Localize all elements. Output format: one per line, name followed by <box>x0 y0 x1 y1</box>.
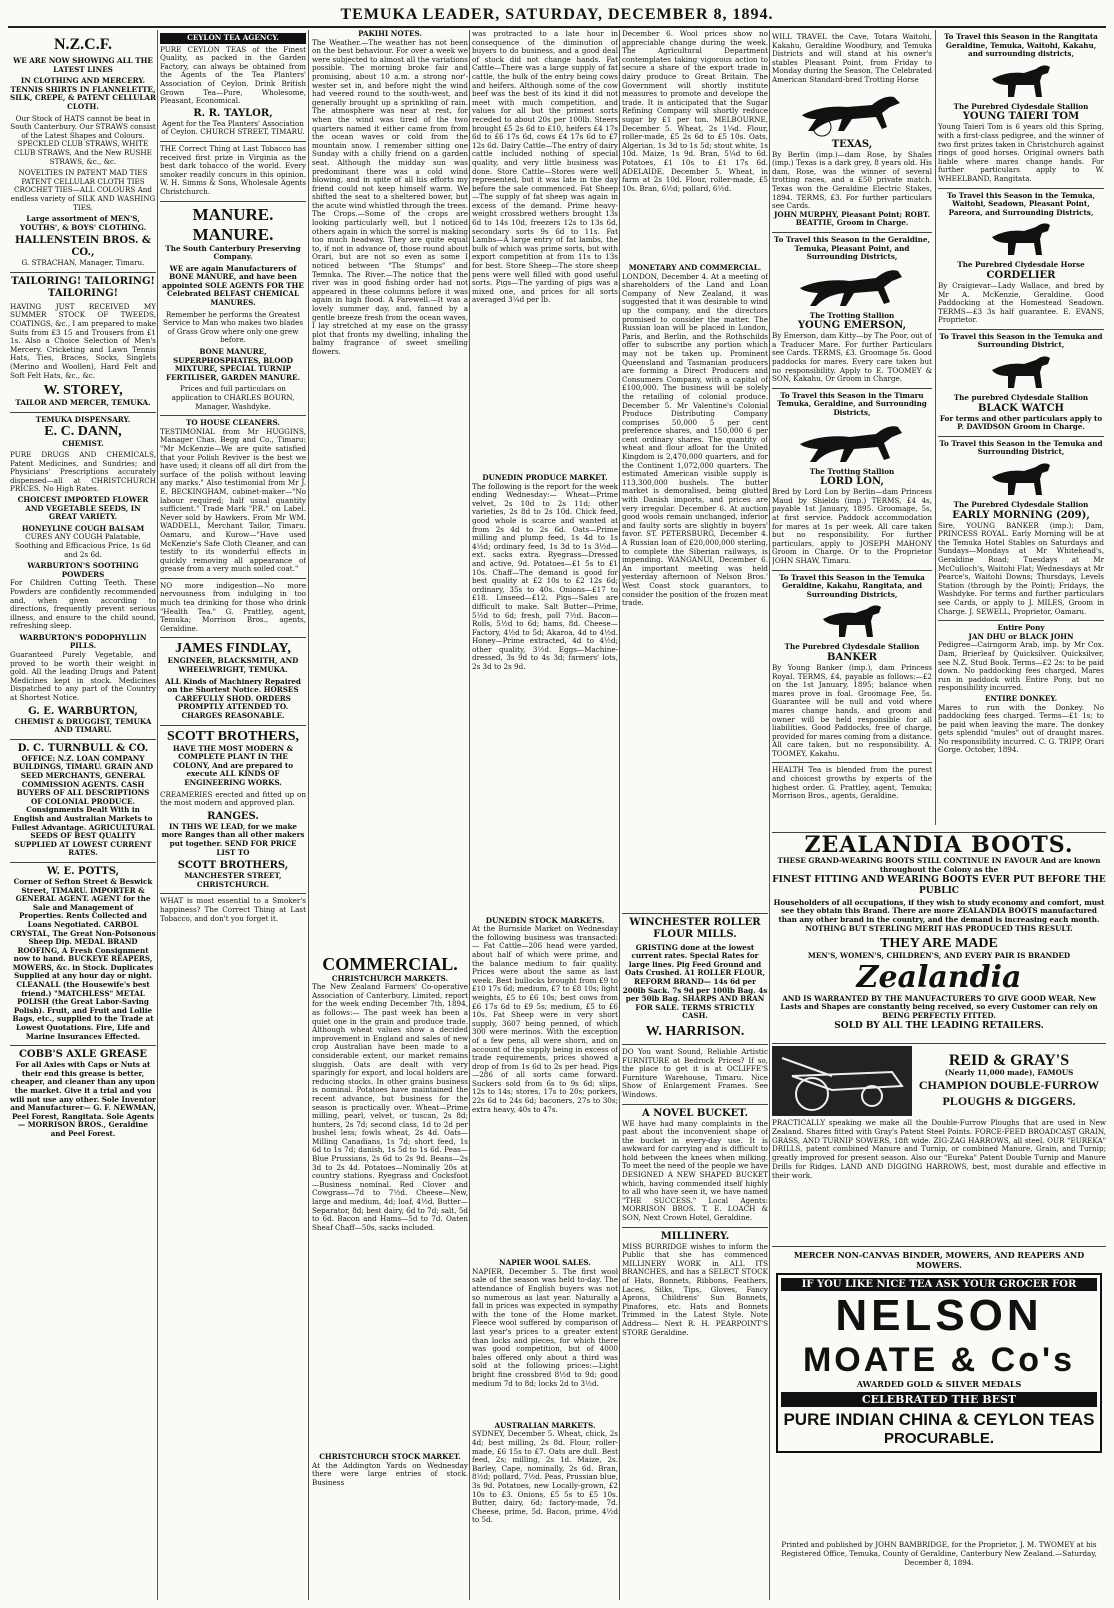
emerson-advert <box>772 233 932 389</box>
potts-name: W. E. POTTS, <box>46 865 120 877</box>
manure-body: WE are again Manufacturers of BONE MANURE, and have been appointed SOLE AGENTS FOR THE Celebrated BELFAST CHEMICAL MANURES. <box>162 263 304 308</box>
potts-advert <box>10 863 156 1046</box>
manure-advert <box>160 202 306 417</box>
manure-company: The South Canterbury Preserving Company. <box>165 243 301 262</box>
nzcf-title: N.Z.C.F. <box>53 36 113 53</box>
zealandia-advert <box>772 832 1106 1044</box>
banker-heading: To Travel this Season in the Temuka Geraldine, Kakahu, Rangitata, and Surrounding Districts, <box>779 572 925 599</box>
hallenstein-name: HALLENSTEIN BROS. & CO., <box>15 235 151 259</box>
tailoring-body: HAVING JUST RECEIVED MY SUMMER STOCK OF TWEEDS, COATINGS, &c., I am prepared to make Suits from £3 15 and Trousers from £1 1s. Also a Choice Selection of Men's Mercery. Cricketing and Lawn Tennis Hats, Ties, Braces, Socks, Singlets (Merino and Woollen), Hard Felt and Soft Felt Hats, &c., &c. <box>10 301 156 380</box>
column-divider <box>935 30 936 825</box>
early-morning-body: Sire, YOUNG BANKER (imp.); Dam, PRINCESS ROYAL. Early Morning will be at the Temuka Hotel Stables on Saturdays and Sundays—Mondays at Mr Whitehead's, Geraldine Road; Tuesdays at Mr McCulloch's, Waitohi Flat; Wednesdays at Mr Pearce's, Waitohi Downs; Thursdays, Levels Station (through by the Point); Fridays, the Washdyke. For terms and further particulars see Cards, or apply to J. MILES, Groom in Charge. J. SEWELL, Proprietor, Oamaru. <box>938 520 1104 616</box>
wool-report-body: December 6. Wool prices show no appreciable change during the week. The Agricultural Department contemplates taking vigorous action to secure a share of the export trade in dairy produce to Great Britain. The Government will shortly institute measures to promote and develope the trade. It is anticipated that the Sugar Refining Company will shortly reduce sugar by £1 per ton. MELBOURNE, December 5. Wheat, 2s 1¼d. Flour, roller-made, £5 2s 6d to £5 10s. Oats, Algerian, 1s 3d to 1s 5d; stout white, 1s 10d. Maize, 1s 9d. Bran, 5¼d to 6d. Potatoes, £1 10s to £1 17s 6d. ADELAIDE, December 5. Wheat, in farm at 2s 10d. Flour, roller-made, £5 10s. Bran, 6½d; pollard, 6½d. <box>622 30 768 193</box>
dunedin-produce-body: The following is the report for the week ending Wednesday:— Wheat—Prime velvet, 2s 10d to 2s 11d; other varieties, 2s 8d to 2s 10d. Chick feed, good whole is scarce and wanted at from 2s 4d to 2s 6d. Oats—Prime milling and plump feed, 1s 4d to 1s 4½d; ordinary feed, 1s 3d to 1s 3½d—ext. sacks extra. Ryegrass—Dressed and active, 9d. Potatoes—£1 5s to £1 10s. Chaff—The demand is good for best quality at £2 10s to £2 12s 6d; ordinary, 35s to 40s. Onions—£17 to £18. Linseed—£12. Pigs—Sales are difficult to make. Salt Butter—Prime, 5½d to 6d; fresh, poll 7½d. Bacon—Rolls, 5½d to 6d; hams, 8d. Cheese—Factory, 4½d to 5d; Akaroa, 4d to 4½d. Honey—Prime extracted, 4d to 4½d; other quality, 3½d. Eggs—Machine-dressed, 3s 9d to 4s 3d; farmers' lots, 2s 3d to 2s 9d. <box>472 482 618 672</box>
lordlon-body: Bred by Lord Lon by Berlin—dam Princess Maud by Shields (imp.) TERMS, £4 4s, payable 1st January, 1895. Groomage, 5s, at first service. Paddock accommodation for mares at 1s per week. All care taken but no responsibility. For further particulars, apply to JOSEPH MAHONY Groom in Charge. Or to the Proprietor JOHN SHAW, Timaru. <box>772 487 932 565</box>
column-2 <box>160 30 306 1600</box>
black-watch-title: The purebred Clydesdale Stallion <box>953 393 1089 403</box>
millinery-title: MILLINERY. <box>660 1230 730 1242</box>
dispensary-title: TEMUKA DISPENSARY. <box>35 414 131 424</box>
manure-note: Remember he performs the Greatest Service to Man who makes two blades of Grass Grow where only one grew before. <box>162 309 304 345</box>
reid-champion: CHAMPION DOUBLE-FURROW PLOUGHS & DIGGERS. <box>918 1078 1100 1109</box>
banker-name: BANKER <box>827 651 877 663</box>
emerson-name: YOUNG EMERSON, <box>797 320 907 332</box>
dann-seeds: CHOICEST IMPORTED FLOWER AND VEGETABLE SEEDS, IN GREAT VARIETY. <box>17 494 149 522</box>
black-watch-name: BLACK WATCH <box>977 402 1065 414</box>
nzcf-hats: Our Stock of HATS cannot be beat in South Canterbury. Our STRAWS consist of the Latest Shapes and Colours. SPECKLED CLUB STRAWS, WHITE CLUB STRAWS, And the New RUSHE STRAWS, &c., &c. <box>10 113 156 166</box>
texas-body: WILL TRAVEL the Cave, Totara Waitohi, Kakahu, Geraldine Woodbury, and Temuka Districts and will stand at his owner's stables Pleasant Point, from Friday to Monday during the Season, The Celebrated American Standard-bred Trotting Horse <box>772 32 932 84</box>
ceylon-body: PURE CEYLON TEAS of the Finest Quality, as packed in the Garden Factory, can always be obtained from the Agents of the Tea Planters' Association of Ceylon. Drink British Grown Tea—Pure, Wholesome, Pleasant, Economical. <box>160 44 306 106</box>
column-divider <box>469 30 470 1600</box>
zealandia-script-logo: Zealandia <box>856 959 1022 995</box>
cobb-title: COBB'S AXLE GREASE <box>18 1049 148 1061</box>
hallenstein-manager: G. STRACHAN, Manager, Timaru. <box>21 258 145 268</box>
scott-sub-2: MANCHESTER STREET, CHRISTCHURCH. <box>184 871 282 889</box>
storey-sub: TAILOR AND MERCER, TEMUKA. <box>15 398 151 408</box>
manure-apply: Prices and full particulars on application to CHARLES BOURN, Manager, Washdyke. <box>171 384 295 411</box>
mercer-binder: MERCER NON-CANVAS BINDER, MOWERS, AND REAPERS AND MOWERS. <box>793 1250 1085 1270</box>
reid-sub: (Nearly 11,000 made), FAMOUS <box>944 1067 1074 1077</box>
zealandia-body: Householders of all occupations, if they wish to study economy and comfort, must see they obtain this Brand. There are more ZEALANDIA BOOTS manufactured than any other brand in the country, and the demand is increasing each month. NOTHING BUT STERLING MERIT HAS PRODUCED THIS RESULT. <box>773 897 1105 933</box>
trotting-horse-illustration <box>792 264 912 310</box>
plough-illustration <box>772 1046 912 1116</box>
cobb-body: For all Axles with Caps or Nuts at their end this grease is better, cheaper, and cleaner than any upon the market. Give it a trial and you will not use any other. Sole Inventor and Manufacturer— G. F. NEWMAN, Peel Forest, Rangitata. Sole Agents— MORRISON BROS., Geraldine and Peel Forest. <box>10 1060 156 1138</box>
emerson-body: By Emerson, dam Kitty—by The Poor, out of a Traducer Mare. For further Particulars see Cards. TERMS, £3. Groomage 5s. Good paddocks for mares. Every care taken but no responsibility. Apply to E. TOOMEY & SON, Kakahu, Or Groom in Charge. <box>772 331 932 384</box>
christchurch-markets-body: The New Zealand Farmers' Co-operative Association of Canterbury, Limited, report for the week ending December 7th, 1894, as follows:— The past week has been a quiet one in the grain and produce trade. Although wheat values show a decided improvement in England and sales of new crop Australian have been made to a considerable extent, our market remains sluggish. Oats are dealt with very sparingly for export, and local holders are reducing stocks. In other grains business is nominal. Potatoes have maintained the recent advance, but business for the season is practically over. Wheat—Prime milling, pearl, velvet, or tuscan, 2s 8d; hunters, 2s 7d; second class, 1d to 2d per bushel less; fowls wheat, 2s 4d. Oats—Milling Canadians, 1s 7d; short feed, 1s 6d to 1s 7d; danish, 1s 5d to 1s 6d. Peas—Blue Prussians, 2s 6d to 2s 9d. Beans—2s 3d to 2s 4d. Potatoes—Nominally 20s at country stations. Ryegrass and Cocksfoot—Business nominal. Red Clover and Cowgrass—7d to 7½d. Cheese—New, large and medium, 4d; loaf, 4½d. Butter—Separator, 8d; best dairy, 6d to 7d; salt, 5d to 6d. Bacon and Hams—5d to 7d. Oaten Sheaf Chaff—50s, sacks included. <box>312 983 468 1232</box>
pony-advert <box>938 621 1104 759</box>
cordelier-body: By Craigievar—Lady Wallace, and bred by Mr A. McKenzie, Geraldine. Good Paddocking at the Homestead Seadown. TERMS—£3 3s half guarantee. E. EVANS, Proprietor. <box>938 280 1104 325</box>
taieri-name: YOUNG TAIERI TOM <box>962 111 1080 123</box>
pakihi-title: PAKIHI NOTES. <box>358 30 422 38</box>
pony-body: Pedigree—Cairngorm Arab, imp. by Mr Cox. Dam, Brierleaf by Quicksilver. Quicksilver, see N.Z. Stud Book. Terms—£2 2s: to be paid down. No paddocking fees charged. Mares run in paddock with Entire Pony, but no responsibility incurred. <box>938 640 1104 693</box>
honey-title: HONEYLINE COUGH BALSAM <box>21 523 145 533</box>
early-morning-heading: To Travel this Season in the Temuka and Surrounding District, <box>939 438 1103 457</box>
nzcf-advert <box>10 30 156 273</box>
column-divider <box>157 30 158 1600</box>
manure-list: BONE MANURE, SUPERPHOSPHATES, BLOOD MIXTURE, SPECIAL TURNIP FERTILISER, GARDEN MANURE. <box>166 347 300 382</box>
taieri-title: The Purebred Clydesdale Stallion <box>953 101 1089 111</box>
tailoring-advert <box>10 273 156 413</box>
nelson-pure: PURE INDIAN CHINA & CEYLON TEAS <box>783 1410 1095 1429</box>
cordelier-title: The Purebred Clydesdale Horse <box>957 260 1085 270</box>
scott-advert <box>160 726 306 895</box>
turnbull-advert <box>10 740 156 863</box>
column-4 <box>472 30 618 1600</box>
scott-name-2: SCOTT BROTHERS, <box>177 860 289 872</box>
dann-body: PURE DRUGS AND CHEMICALS, Patent Medicines, and Sundries; and Physicians' Prescriptions accurately dispensed—all at CHRISTCHURCH PRICES. No High Rates. <box>10 450 156 494</box>
warburton-name: G. E. WARBURTON, <box>28 705 138 717</box>
cordelier-name: CORDELIER <box>986 269 1056 281</box>
ceylon-title: CEYLON TEA AGENCY. <box>160 33 306 44</box>
monetary-body: LONDON, December 4. At a meeting of shareholders of the Land and Loan Company of New Zealand, it was suggested that it was desirable to wind up the company, and the directors promised to consider the matter. The Russian loan will be placed in London, Paris, and Berlin, and the Rothschilds offer to subscribe any portion which may not be taken up. Prominent Queensland and Tasmanian producers are forming a Direct Producers and Consumers Company, with a capital of £100,000. The business will be solely the retailing of colonial produce. December 5. Mr Valentine's Colonial Produce Distributing Company comprises 50,000 5 per cent preference shares, and 150,000 6 per cent ordinary shares. The quantity of wheat and flour afloat for the United Kingdom is 2,470,000 quarters, and for the Continent 1,072,000 quarters. The estimated American visible supply is 113,300,000 bushels. The butter market is demoralised, being glutted with Danish imports, and prices are very irregular. December 6. At auction good wools remain unchanged, inferior and faulty sorts are slightly in buyers' favor. ST. PETERSBURG, December 4. A Russian loan of £20,000,000 sterling, to complete the Siberian railways, is impending. WANGANUI, December 6. An important meeting was held yesterday afternoon of Nelson Bros.' West Coast stock guarantors, to consider the position of the frozen meat trade. <box>622 273 768 914</box>
millinery-advert <box>622 1228 768 1342</box>
texas-owner: JOHN MURPHY, Pleasant Point; ROBT. BEATTIE, Groom in Charge. <box>774 209 930 228</box>
reid-body: PRACTICALLY speaking we make all the Double-Furrow Ploughs that are used in New Zealand. Shares fitted with Gray's Patent Steel Points. FORCE-FEED BROADCAST GRAIN, GRASS, AND TURNIP SOWERS, 18ft wide. ZIG-ZAG HARROWS, all steel. OUR "EUREKA" DRILLS, patent combined Manure and Turnip, or combined Manure, Grain, and Turnip; greatly improved for present season. Also our "Eureka" Patent Double Turnip and Manure Drills for Ridges. LAND AND DIGGING HARROWS, best, most durable and effective in their work. <box>772 1118 1106 1180</box>
tailoring-title: TAILORING! TAILORING! TAILORING! <box>11 275 155 299</box>
column-divider <box>308 30 309 1600</box>
creamery-text: CREAMERIES erected and fitted up on the most modern and approved plan. <box>160 789 306 808</box>
scott-name: SCOTT BROTHERS, <box>166 728 299 744</box>
warburton-pills: WARBURTON'S PODOPHYLLIN PILLS. <box>19 632 147 651</box>
manure-title: MANURE. MANURE. <box>192 204 274 244</box>
draught-horse-illustration <box>986 219 1056 259</box>
entire-donkey-title: ENTIRE DONKEY. <box>984 693 1058 703</box>
tobacco-advert: THE Correct Thing at Last Tobacco has received first prize in Virginia as the best dark tobacco of the world. Every smoker readily concurs in this opinion. W. H. Simms & Sons, Wholesale Agents Christchurch. <box>160 142 306 202</box>
dann-name: E. C. DANN, <box>44 424 122 440</box>
nelson-name: NELSON <box>835 1291 1043 1340</box>
nzcf-lines: IN CLOTHING AND MERCERY. TENNIS SHIRTS IN FLANNELETTE, SILK, CREPE, & PATENT CELLULAR CLOTH. <box>10 76 156 111</box>
taieri-body: Young Taieri Tom is 6 years old this Spring, with a first-class pedigree, and the winner of two first prizes taken in Christchurch against rings of good horses. Original owners bath liable where mares change hands. For further particulars apply to W. WHEELBAND, Rangitata. <box>938 122 1104 183</box>
napier-body: NAPIER, December 5. The first wool sale of the season was held to-day. The attendance of English buyers was not so numerous as last year. Naturally a fall in prices was expected in sympathy with the tone of the Home market. Fleece wool suffered by comparison of last year's prices to a greater extent than locks and pieces, for which there was good competition, but of 4000 bales offered only about a third was sold at the following prices:—Light bright fine crossbred 8½d to 9d; good medium 7d to 8d; locks 2d to 3½d. <box>472 1267 618 1388</box>
dann-sub: CHEMIST. <box>62 439 104 449</box>
texas-advert <box>772 30 932 233</box>
warburton-powders-body: For Children Cutting Teeth. These Powders are confidently recommended and, when given according to directions, frequently prevent serious illness, and ensure to the child sound, refreshing sleep. <box>10 578 156 631</box>
winchester-advert <box>622 914 768 1045</box>
nelson-procurable: PROCURABLE. <box>883 1430 994 1447</box>
taylor-sub: Agent for the Tea Planters' Association of Ceylon. CHURCH STREET, TIMARU. <box>161 118 305 137</box>
texas-pedigree: By Berlin (imp.)—dam Rose, by Shales (imp.) Texas is a dark grey, 8 years old. His dam, Rose, was the winner of several trotting races, and a £50 private match. Texas won the Geraldine Electric Stakes, 1894. TERMS, £3. For further particulars see Cards. <box>772 149 932 211</box>
nelson-moate-advert <box>772 1250 1106 1490</box>
texas-name: TEXAS, <box>831 138 873 150</box>
early-morning-advert <box>938 437 1104 621</box>
commercial-title: COMMERCIAL. <box>322 953 458 974</box>
health-tea-notice: HEALTH Tea is blended from the purest and choicest growths by experts of the highest order. G. Prattley, agent, Temuka; Morrison Bros., agents, Geraldine. <box>772 765 932 801</box>
zealandia-lead: THESE GRAND-WEARING BOOTS STILL CONTINUE IN FAVOUR And are known throughout the Colony as the <box>777 856 1101 874</box>
nelson-awarded: AWARDED GOLD & SILVER MEDALS <box>856 1379 1022 1389</box>
nzcf-novelties: NOVELTIES IN PATENT MAD TIES PATENT CELLULAR CLOTH TIES CROCHET TIES—ALL COLOURS And endless variety of SILK AND WASHING TIES. <box>10 168 156 212</box>
masthead: TEMUKA LEADER, SATURDAY, DECEMBER 8, 1894. <box>340 6 774 23</box>
cleaners-body: TESTIMONIAL from Mr HUGGINS, Manager Chas. Begg and Co., Timaru: "Mr McKenzie—We are quite satisfied that your Polish Reviver is the best we have used; it cleans off all dirt from the surface of the polish without leaving any marks." Also testimonial from Mr J. E. BECKINGHAM, cabinet-maker—"No labour required; half usual quantity sufficient." Trade Mark "P.R." on Label. Never sold by Hawkers. From Mr WM. WADDELL, Merchant Tailor, Timaru. Oamaru, and Kurow—"Have used McKenzie's Safe Cloth Cleaner, and can testify to its wonderful effects in quickly removing all appearance of grease from a very much soiled coat." <box>160 426 306 574</box>
findlay-sub: ENGINEER, BLACKSMITH, AND WHEELWRIGHT, TEMUKA. <box>167 656 299 675</box>
cordelier-advert <box>938 189 1104 330</box>
ceylon-advert <box>160 30 306 142</box>
emerson-title: The Trotting Stallion <box>809 310 895 320</box>
column-6 <box>772 30 932 830</box>
christchurch-stock-title: CHRISTCHURCH STOCK MARKET. <box>319 1452 461 1462</box>
potts-body: Corner of Sefton Street & Beswick Street, TIMARU. IMPORTER & GENERAL AGENT. AGENT for the Sale and Management of Properties. Rents Collected and Loans Negotiated. CARBOL CRYSTAL, The Great Non-Poisonous Sheep Dip. MEDAL BRAND ROOFING, A Fresh Consignment now to hand. BUCKEYE REAPERS, MOWERS, &c. in Stock. Duplicates Supplied at any hour day or night. CLEANALL (the Housewife's best friend.) "MATCHLESS" METAL POLISH (the Great Labor-Saving Polish). Fruit, and Fruit and Lollie Bags, etc., supplied to the Trade at Lowest Quotations. Fire, Life and Marine Insurances Effected. <box>10 876 156 1041</box>
warburton-sub: CHEMIST & DRUGGIST, TEMUKA AND TIMARU. <box>14 716 152 735</box>
lordlon-heading: To Travel this Season in the Timaru Temuka, Geraldine, and Surrounding Districts, <box>777 390 927 418</box>
zealandia-finest: FINEST FITTING AND WEARING BOOTS EVER PUT BEFORE THE PUBLIC <box>772 874 1106 896</box>
black-watch-heading: To Travel this Season in the Temuka and Surrounding District, <box>939 331 1103 350</box>
cobb-advert <box>10 1046 156 1142</box>
winchester-title: WINCHESTER ROLLER FLOUR MILLS. <box>629 916 761 940</box>
masthead-rule <box>8 26 1106 28</box>
christchurch-markets-title: CHRISTCHURCH MARKETS. <box>331 973 449 983</box>
entire-donkey-body: Mares to run with the Donkey. No paddocking fees charged. Terms—£1 1s; to be paid when leaving the mare. The donkey gets splendid "mules" out of draught mares. No responsibility incurred. C. G. TRIPP, Orari Gorge. October, 1894. <box>938 702 1104 755</box>
health-tea-advert: NO more indigestion—No more nervousness from indulging in too much tea drinking for those who drink "Health Tea." G. Prattley, agent, Temuka; Morrison Bros., agents, Geraldine. <box>160 579 306 639</box>
zealandia-warrant: AND IS WARRANTED BY THE MANUFACTURERS TO GIVE GOOD WEAR. New Lasts and Shapes are constantly being received, so every Customer can rely on BEING PERFECTLY FITTED. <box>780 993 1098 1021</box>
banker-body: By Young Banker (imp.), dam Princess Royal. TERMS, £4, payable as follows:—£2 on the 1st January, 1895; balance when mares prove in foal. Groomage Fee, 5s. Guarantee will be null and void where mares change hands, and groom and owner will be held responsible for all liabilities. Good Paddocks, free of charge, provided for mares coming from a distance. All care taken, but no responsibility. A. TOOMEY, Kakahu. <box>772 662 932 758</box>
column-divider <box>769 30 770 1600</box>
findlay-body: ALL Kinds of Machinery Repaired on the Shortest Notice. HORSES CAREFULLY SHOD. ORDERS PROMPTLY ATTENDED TO. CHARGES REASONABLE. <box>165 676 301 720</box>
nelson-celebrated: CELEBRATED THE BEST <box>781 1392 1097 1407</box>
draught-horse-illustration <box>817 601 887 641</box>
lordlon-title: The Trotting Stallion <box>809 466 895 476</box>
imprint: Printed and published by JOHN BAMBRIDGE, for the Proprietor, J. M. TWOMEY at his Registered Office, Temuka, County of Geraldine, Canterbury New Zealand.—Saturday, December 8, 1894. <box>781 1540 1097 1567</box>
smoker-advert: WHAT is most essential to a Smoker's happiness? The Correct Thing at Last Tobacco, and don't you forget it. <box>160 896 306 923</box>
column-3 <box>312 30 468 1600</box>
pony-heading: Entire Pony <box>997 623 1045 633</box>
storey-name: W. STOREY, <box>43 383 123 399</box>
nzcf-assortment: Large assortment of MEN'S, YOUTHS', & BOYS' CLOTHING. <box>19 214 147 232</box>
warburton-pills-body: Guaranteed Purely Vegetable, and proved to be worth their weight in gold. All the leading Drugs and Patent Medicines kept in stock. Medicines Dispatched to any part of the Country at Shortest Notice. <box>10 650 156 703</box>
monetary-title: MONETARY AND COMMERCIAL. <box>628 263 762 272</box>
taylor-name: R. R. TAYLOR, <box>193 107 273 119</box>
taieri-advert <box>938 30 1104 189</box>
column-5 <box>622 30 768 1600</box>
nzcf-lead: WE ARE NOW SHOWING ALL THE LATEST LINES <box>13 56 153 74</box>
dunedin-stock-body: At the Burnside Market on Wednesday the following business was transacted:— Fat Cattle—206 head were yarded, about half of which were prime, and the balance medium to fair quality. Prices were about the same as last week. Best bullocks brought from £9 to £10 17s 6d; medium, £7 to £8 10s; light weights, £5 to £6 10s; best cows from £6 17s 6d to £9 5s; medium, £5 to £6 10s. Fat Sheep were in very short supply, 3607 being penned, of which 300 were merinos. With the exception of a few pens, all were shorn, and on account of the supply being in excess of trade requirements, prices showed a drop of from 1s 6d to 2s per head. Pigs—286 of all sorts came forward. Suckers sold from 6s to 9s 6d; slips, 12s to 14s; stores, 17s to 20s; porkers, 22s 6d to 24s 6d; baconers, 27s to 30s; extra heavy, 40s to 47s. <box>472 925 618 1114</box>
bucket-title: A NOVEL BUCKET. <box>642 1107 748 1119</box>
zealandia-sold: SOLD BY ALL THE LEADING RETAILERS. <box>834 1020 1044 1031</box>
australian-title: AUSTRALIAN MARKETS. <box>494 1420 596 1430</box>
trotting-horse-illustration <box>792 87 912 137</box>
ranges-body: IN THIS WE LEAD, for we make more Ranges than all other makers put together. SEND FOR PRICE LIST TO <box>161 821 305 857</box>
banker-advert <box>772 571 932 764</box>
early-morning-title: The Purebred Clydesdale Stallion <box>953 500 1089 510</box>
taieri-heading: To Travel this Season in the Rangitata Geraldine, Temuka, Waitohi, Kakahu, and surrounding districts, <box>944 32 1098 59</box>
furniture-advert: DO You want Sound, Reliable Artistic FURNITURE at Bedrock Prices? If so, the place to get it is at OCLIFFE'S Furniture Warehouse, Timaru. Nice Show of Enlargement Frames. See Windows. <box>622 1045 768 1105</box>
australian-body: SYDNEY, December 5. Wheat, chick, 2s 4d; best milling, 2s 8d. Flour, roller-made, £6 15s to £7. Oats are dull. Best feed, 2s; milling, 2s 1d. Maize, 2s. Barley, Cape, nominally, 2s 6d. Bran, 8½d; pollard, 7½d. Peas, Prussian blue, 3s 9d. Potatoes, new Locally-grown, £2 10s to £3. Onions, £5 5s to £5 10s. Butter, dairy, 6d; factory-made, 7d. Cheese, prime, 5d. Bacon, prime, 4½d to 5d. <box>472 1429 618 1525</box>
early-morning-name: EARLY MORNING (209), <box>952 509 1090 521</box>
nelson-moate: MOATE & Co's <box>802 1341 1075 1379</box>
turnbull-name: D. C. TURNBULL & CO. <box>17 742 149 754</box>
emerson-heading: To Travel this Season in the Geraldine, Temuka, Pleasant Point, and Surrounding Districts, <box>774 234 930 262</box>
cordelier-heading: To Travel this Season in the Temuka, Waitohi, Seadown, Pleasant Point, Pareora, and Surrounding Districts, <box>946 190 1096 217</box>
column-1 <box>10 30 156 1600</box>
zealandia-sizes: MEN'S, WOMEN'S, CHILDREN'S, AND EVERY PAIR IS BRANDED <box>807 950 1071 960</box>
cleaners-advert <box>160 416 306 579</box>
lordlon-name: LORD LON, <box>820 476 884 488</box>
trotting-horse-illustration <box>792 420 912 466</box>
findlay-name: JAMES FINDLAY, <box>175 641 291 657</box>
nelson-tea-box <box>776 1273 1102 1453</box>
column-divider <box>619 30 620 1600</box>
draught-horse-illustration <box>986 352 1056 392</box>
pakihi-body: The Weather.—The weather has not been on the best behaviour. For over a week we were subjected to almost all the variations possible. The morning broke fair and promising, about 10 a.m. a strong nor'-wester set in, and before night the wind had veered round to the south-west, and generally brought up a sprinkling of rain. The atmosphere was near at rest, for when the wind was tired of the two quarters named it either came from from the ocean waves or cold from the mountain snow. I remember sitting one Sunday with a chilly friend on a garden seat. Although the midday sun was predominant there was a cold wind blowing, and in spite of all his efforts my friend could not keep himself warm. We shifted the seat to a sheltered bower, but the acute wind whistled through the trees. The Crops.—Some of the crops are looking particularly well, but I noticed others again in which the sorrel is making too much headway. They are quite equal to, if not in advance of, those round about Orari, but are not so even as some I noticed between "The Stumps" and Temuka. The River.—The notice that the river was in good fishing order had not appeared in these columns before it was again in high flood. A Farewell.—It was a lovely summer day, and, fanned by a gentle breeze fresh from the ocean waves, I lay stretched at my ease on the grassy plot that fronts my dwelling, inhaling the balmy fragrance of sweet smelling flowers. <box>312 38 468 356</box>
dispensary-advert <box>10 413 156 740</box>
harrison-name: W. HARRISON. <box>645 1023 745 1039</box>
column-7 <box>938 30 1104 830</box>
draught-horse-illustration <box>986 61 1056 101</box>
bucket-body: WE have had many complaints in the past about the inconvenient shape of the bucket in every-day use. It is awkward for carrying and is difficult to hold between the knees when milking. To meet the need of the people we have DESIGNED A NEW SHAPED BUCKET which, having commended itself highly to all who have seen it, we have named "THE SUCCESS." Local Agents: MORRISON BROS. T. E. LOACH & SON, Next Crown Hotel, Geraldine. <box>622 1118 768 1223</box>
scott-body: HAVE THE MOST MODERN & COMPLETE PLANT IN THE COLONY, And are prepared to execute ALL KINDS OF ENGINEERING WORKS. <box>172 743 294 787</box>
reid-title: REID & GRAY'S <box>948 1051 1070 1069</box>
black-watch-advert <box>938 330 1104 437</box>
christchurch-stock-body: At the Addington Yards on Wednesday there were large entries of stock. Business <box>312 1460 468 1487</box>
cleaners-title: TO HOUSE CLEANERS. <box>186 418 280 428</box>
black-watch-body: For terms and other particulars apply to P. DAVIDSON Groom in Charge. <box>939 413 1103 432</box>
turnbull-body: OFFICE: N.Z. LOAN COMPANY BUILDINGS, TIMARU. GRAIN AND SEED MERCHANTS, GENERAL COMMISSION AGENTS. CASH BUYERS OF ALL DESCRIPTIONS OF COLONIAL PRODUCE. Consignments Dealt With in English and Australian Markets to Fullest Advantage. AGRICULTURAL SEEDS OF BEST QUALITY SUPPLIED AT LOWEST CURRENT RATES. <box>11 753 155 858</box>
ranges-title: RANGES. <box>207 810 259 822</box>
millinery-body: MISS BURRIDGE wishes to inform the Public that she has commenced MILLINERY WORK in ALL ITS BRANCHES, and has a SELECT STOCK of Hats, Bonnets, Ribbons, Feathers, Laces, Silks, Tips, Gloves, Fancy Aprons, Childrens' Sun Bonnets, Pinafores, etc. Hats and Bonnets Trimmed in the Latest Style. Note Address— Next R. H. PEARPOINT'S STORE Geraldine. <box>622 1241 768 1337</box>
napier-title: NAPIER WOOL SALES. <box>499 1258 591 1268</box>
pony-name: JAN DHU or BLACK JOHN <box>968 631 1074 641</box>
stock-report-body: was protracted to a late hour in consequence of the diminution of buyers to do business, and a good deal of stock did not change hands. Fat Cattle—There was a large supply of fat cattle, the bulk of the entry being cows and heifers. Although some of the cow beef was the best of its kind it did not meet with much competition, and values for all but the primest sorts receded to about 20s per 100lb. Steers brought £5 2s 6d to £10, heifers £4 17s 6d to £6 17s 6d, cows £4 17s 6d to £7 12s 6d. Dairy Cattle—The entry of dairy cattle included nothing of special quality, and very little business was done. Store Cattle—Stores were well represented, but it was late in the day before the sale commenced. Fat Sheep—The supply of fat sheep was again in excess of the demand. Prime heavy-weight crossbred wethers brought 13s 6d to 14s 10d, freezers 12s to 13s 6d, secondary sorts 9s 6d to 11s. Fat Lambs—A large entry of fat lambs, the bulk of which was prime sorts, but with export competition at from 11s to 13s for best. Store Sheep—The store sheep pens were well filled with good useful sorts. Pigs—The yarding of pigs was a mixed one, and prices for all sorts averaged 3¼d per lb. <box>472 30 618 305</box>
reid-gray-advert <box>772 1046 1106 1247</box>
draught-horse-illustration <box>986 459 1056 499</box>
dunedin-stock-title: DUNEDIN STOCK MARKETS. <box>485 915 605 925</box>
findlay-advert <box>160 638 306 725</box>
honey-body: CURES ANY COUGH Palatable, Soothing and Efficacious Price, 1s 6d and 2s 6d. <box>14 532 152 559</box>
zealandia-title: ZEALANDIA BOOTS. <box>804 832 1074 858</box>
lordlon-advert <box>772 389 932 571</box>
zealandia-they: THEY ARE MADE <box>880 935 998 951</box>
winchester-body: GRISTING done at the lowest current rates. Special Rates for large lines. Pig Feed Ground and Oats Crushed. A1 ROLLER FLOUR, REFORM BRAND— 14s 6d per 200lb Sack. 7s 9d per 100lb Bag. 4s per 50lb Bag. SHARPS AND BRAN FOR SALE. TERMS STRICTLY CASH. <box>622 942 768 1021</box>
bucket-advert <box>622 1105 768 1228</box>
dunedin-produce-title: DUNEDIN PRODUCE MARKET. <box>482 473 608 482</box>
banker-title: The Purebred Clydesdale Stallion <box>784 642 920 652</box>
warburton-powders: WARBURTON'S SOOTHING POWDERS <box>27 561 139 579</box>
nelson-top: IF YOU LIKE NICE TEA ASK YOUR GROCER FOR <box>781 1278 1097 1291</box>
